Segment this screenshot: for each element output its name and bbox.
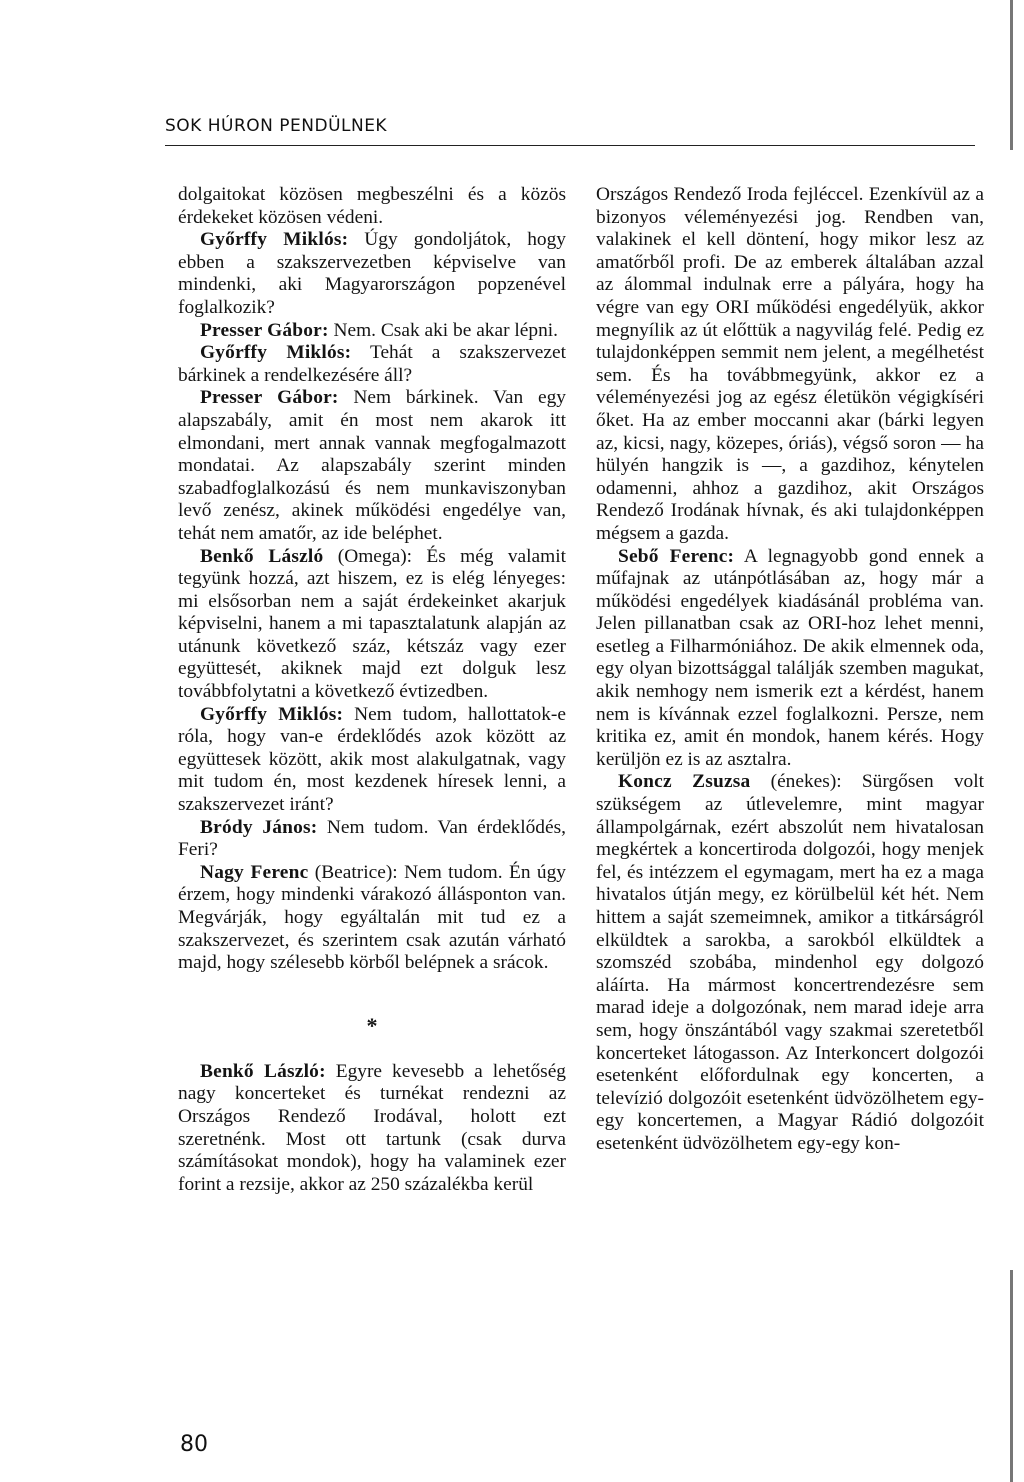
paragraph (178, 387, 566, 545)
speaker-name: Presser Gábor: (200, 387, 339, 409)
speaker-name: Sebő Ferenc: (618, 545, 735, 567)
speaker-name: Nagy Ferenc (200, 861, 309, 883)
paragraph-text: Tehát a szakszervezet bárkinek a rendelkezésére áll? (178, 342, 566, 386)
paragraph (596, 546, 984, 772)
paragraph (178, 229, 566, 319)
section-separator: * (366, 1012, 378, 1038)
paragraph-text: Nem tudom. Van érdeklődés, Feri? (178, 816, 566, 861)
paragraph (178, 704, 566, 817)
speaker-name: Győrffy Miklós: (200, 703, 344, 725)
paragraph-text: Nem bárkinek. Van egy alapszabály, amit én most nem akarok itt elmondani, mert annak vannak megfogalmazott mondatai. Az alapszabály szerint minden szabadfoglalkozású és nem munkaviszonyban levő zenész, akinek működési engedélye van, tehát nem amatőr, az ide beléphet. (178, 387, 566, 544)
paragraph (178, 817, 566, 862)
left-column (178, 184, 566, 1196)
paragraph (596, 184, 984, 546)
speaker-name: Presser Gábor: (200, 319, 329, 341)
paragraph-text: Úgy gondoljátok, hogy ebben a szakszervezetben képviselve van mindenki, aki Magyarországon popzenével foglalkozik? (178, 229, 566, 318)
speaker-name: Benkő László (200, 545, 324, 567)
paragraph-text: Egyre kevesebb a lehetőség nagy koncerteket és turnékat rendezni az Országos Rendező Irodával, holott ezt szeretnénk. Most ott tartunk (csak durva számításokat mondok), hogy ha valaminek ezer forint a rezsije, akkor az 250 százalékba kerül (178, 1060, 567, 1195)
right-column (596, 184, 984, 1156)
paragraph (178, 862, 566, 975)
running-head-title: SOK HÚRON PENDÜLNEK (165, 116, 388, 136)
paragraph-text: A legnagyobb gond ennek a műfajnak az utánpótlásában az, hogy már a működési engedélyek kiadásánál probléma van. Jelen pillanatban csak az ORI-hoz lehet menni, esetleg a Filharmóniához. De akik elmennek oda, egy olyan bizottsággal találják szemben magukat, akik nemhogy nem ismerik ezt a kérdést, hanem nem is kívánnak ezzel foglalkozni. Persze, nem kritika ez, amit én mondok, hanem kérés. Hogy kerüljön ez is az asztalra. (596, 545, 985, 770)
paragraph (596, 771, 984, 1155)
paragraph-text: Nem. Csak aki be akar lépni. (328, 319, 559, 341)
paragraph-text: (Omega): És még valamit tegyünk hozzá, azt hiszem, ez is elég lényeges: mi elsősorban nem a saját érdekeinket akarjuk képviselni, hanem a mi tapasztalatunk alapján az utánunk következő száz, kétszáz vagy ezer együttesét, akiknek majd ezt dolguk lesz továbbfolytatni a következő évtizedben. (178, 545, 566, 703)
speaker-name: Bródy János: (200, 816, 318, 838)
paragraph (178, 546, 566, 704)
paragraph-text: Nem tudom, hallottatok-e róla, hogy van-e érdeklődés azok között az együttesek között, akik most alakulgatnak, vagy mit tudom én, most kezdenek híresek lenni, a szakszervezet iránt? (178, 703, 566, 816)
paragraph-text: Országos Rendező Iroda fejléccel. Ezenkívül az a bizonyos véleményezési jog. Rendben van, valakinek el kell döntení, hogy mikor lesz az amatőrből profi. De az emberek általában azzal az álommal indulnak erre a pályára, hogy ha végre van egy ORI működési engedélyük, akkor megnyílik az út előttük a nagyvilág felé. Pedig ez tulajdonképpen semmit nem jelent, a megélhetést sem. És ha továbbmegyünk, akkor ez a véleményezési jog az egész életükön végigkíséri őket. Ha az ember moccanni akar (bárki legyen az, kicsi, nagy, közepes, óriás), végső soron — ha hülyén hangzik is —, a gazdihoz, kénytelen odamenni, ahhoz a gazdihoz, akit Országos Rendező Irodának hívnak, és aki tulajdonképpen mégsem a gazda. (596, 184, 984, 544)
speaker-name: Győrffy Miklós: (200, 229, 349, 251)
speaker-name: Koncz Zsuzsa (618, 771, 751, 793)
paragraph-text: (énekes): Sürgősen volt szükségem az útlevelemre, mint magyar állampolgárnak, ezért abszolút nem hivatalosan megkértek a koncertiroda dolgozói, hogy menjek fel, és intézzem el egymagam, mert ha ez a maga hivatalos útján megy, ez körülbelül két hét. Nem hittem a saját szemeimnek, amikor a titkárságról elküldtek a sarokba, a sarokból elküldtek a szomszéd szobába, mindenhol egy dolgozó aláírta. Ha mármost koncertrendezésre sem marad ideje a dolgozónak, nem marad ideje arra sem, hogy önszántából vagy szakmai szeretetből koncerteket látogasson. Az Interkoncert dolgozói esetenként előfordulnak egy koncerten, a televízió dolgozóit esetenként üdvözölhetem egy-egy koncertemen, a Magyar Rádió dolgozóit esetenként üdvözölhetem egy-egy kon- (596, 771, 984, 1154)
paragraph (178, 1061, 566, 1197)
paragraph-text: dolgaitokat közösen megbeszélni és a közös érdekeket közösen védeni. (178, 184, 566, 228)
scan-edge-mark (1010, 1270, 1013, 1482)
paragraph (178, 342, 566, 387)
paragraph (178, 184, 566, 229)
speaker-name: Benkő László: (200, 1060, 326, 1082)
header-rule (165, 145, 975, 146)
page-number: 80 (180, 1432, 208, 1457)
speaker-name: Győrffy Miklós: (200, 342, 352, 364)
paragraph-text: (Beatrice): Nem tudom. Én úgy érzem, hogy mindenki várakozó állásponton van. Megvárják, hogy egyáltalán mit tud ez a szakszervezet, és szerintem csak azután várható majd, hogy szélesebb körből belépnek a srácok. (178, 861, 566, 974)
scan-edge-mark (1010, 0, 1013, 150)
paragraph (178, 320, 566, 343)
